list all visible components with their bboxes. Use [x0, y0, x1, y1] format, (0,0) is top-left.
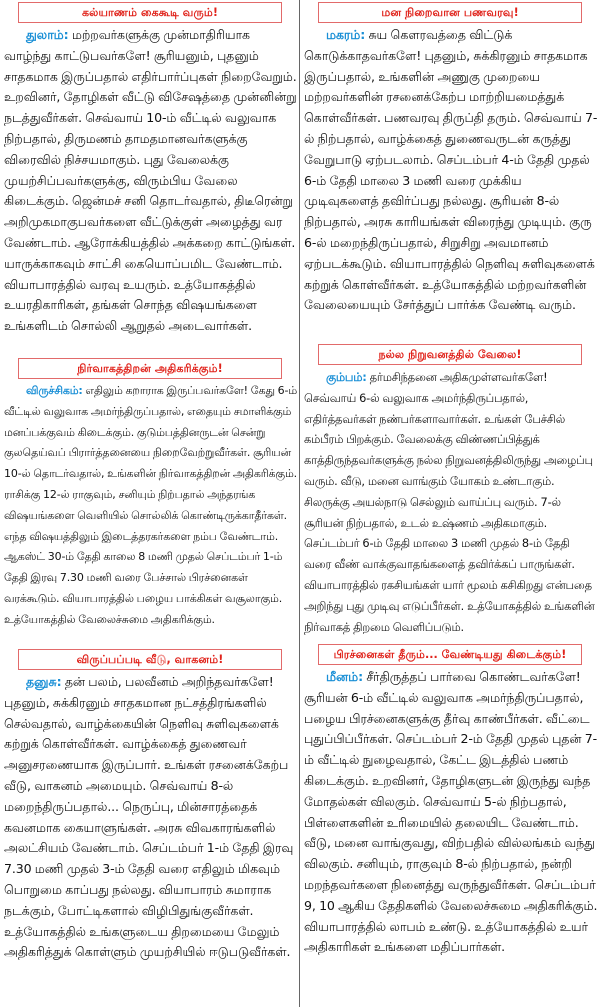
- section-heading: நிர்வாகத்திறன் அதிகரிக்கும்!: [18, 358, 282, 379]
- horoscope-section-thulam: [2, 0, 298, 353]
- column-divider: [299, 0, 300, 1007]
- horoscope-section-dhanusu: [2, 647, 298, 1006]
- section-text: தன் பலம், பலவீனம் அறிந்தவர்களே! புதனும், சுக்கிரனும் சாதகமான நட்சத்திரங்களில் செல்வதால், வாழ்க்கையின் நெளிவு சுளிவுகளைக் கற்றுக் கொள்வீர்கள். வாழ்க்கைத் துணைவர் அனுசரணையாக இருப்பார். உங்கள் ரசனைக்கேற்ப வீடு, வாகனம் அமையும். செவ்வாய் 8-ல் மறைந்திருப்பதால்... நெருப்பு, மின்சாரத்தைக் கவனமாக கையாளுங்கள். அரசு விவகாரங்களில் அலட்சியம் வேண்டாம். செப்டம்பர் 1-ம் தேதி இரவு 7.30 மணி முதல் 3-ம் தேதி வரை எதிலும் மிகவும் பொறுமை காப்பது நல்லது. வியாபாரம் சுமாராக நடக்கும், போட்டிகளால் விழிபிதுங்குவீர்கள். உத்யோகத்தில் உங்களுடைய திறமையை மேலும் அதிகரித்துக் கொள்ளும் முயற்சியில் ஈடுபடுவீர்கள்.: [4, 674, 294, 960]
- section-heading: மன நிறைவான பணவரவு!: [318, 2, 582, 23]
- section-text: எதிலும் கறாராக இருப்பவர்களே! கேது 6-ம் வீட்டில் வலுவாக அமர்ந்திருப்பதால், எதையும் சமாளிக்கும் மனப்பக்குவம் கிடைக்கும். குடும்பத்தினருடன் சென்று குலதெய்வப் பிரார்த்தனையை நிறைவேற்றுவீர்கள். சூரியன் 10-ல் தொடர்வதால், உங்களின் நிர்வாகத்திறன் அதிகரிக்கும். ராசிக்கு 12-ல் ராகுவும், சனியும் நிற்பதால் அந்தரங்க விஷயங்களை வெளியில் சொல்லிக் கொண்டிருக்காதீர்கள். எந்த விஷயத்திலும் இடைத்தரகர்களை நம்ப வேண்டாம். ஆகஸ்ட் 30-ம் தேதி காலை 8 மணி முதல் செப்டம்பர் 1-ம் தேதி இரவு 7.30 மணி வரை பேச்சால் பிரச்னைகள் வரக்கூடும். வியாபாரத்தில் பழைய பாக்கிகள் வசூலாகும். உத்யோகத்தில் வேலைச்சுமை அதிகரிக்கும்.: [4, 384, 298, 626]
- section-body: [302, 25, 598, 337]
- section-body: [2, 672, 298, 1006]
- horoscope-section-viruchigam: [2, 356, 298, 648]
- section-body: [302, 367, 598, 639]
- section-heading: பிரச்னைகள் தீரும்... வேண்டியது கிடைக்கும்!: [318, 644, 582, 665]
- zodiac-sign-label: கும்பம்:: [326, 370, 367, 384]
- section-heading: நல்ல நிறுவனத்தில் வேலை!: [318, 344, 582, 365]
- section-text: மற்றவர்களுக்கு முன்மாதிரியாக வாழ்ந்து காட்டுபவர்களே! சூரியனும், புதனும் சாதகமாக இருப்பதால் எதிர்பார்ப்புகள் நிறைவேறும். உறவினர், தோழிகள் வீட்டு விசேஷத்தை முன்னின்று நடத்துவீர்கள். செவ்வாய் 10-ம் வீட்டில் வலுவாக நிற்பதால், திருமணம் தாமதமானவர்களுக்கு விரைவில் நிச்சயமாகும். புது வேலைக்கு முயற்சிப்பவர்களுக்கு, விரும்பிய வேலை கிடைக்கும். ஜென்மச் சனி தொடர்வதால், திடீரென்று அறிமுகமாகுபவர்களை வீட்டுக்குள் அழைத்து வர வேண்டாம். ஆரோக்கியத்தில் அக்கறை காட்டுங்கள். யாருக்காகவும் சாட்சி கையொப்பமிட வேண்டாம். வியாபாரத்தில் வரவு உயரும். உத்யோகத்தில் உயரதிகாரிகள், தங்கள் சொந்த விஷயங்களை உங்களிடம் சொல்லி ஆறுதல் அடைவார்கள்.: [4, 27, 297, 334]
- section-text: சுய கௌரவத்தை விட்டுக் கொடுக்காதவர்களே! புதனும், சுக்கிரனும் சாதகமாக இருப்பதால், உங்களின் அணுகு முறையை மற்றவர்களின் ரசனைக்கேற்ப மாற்றியமைத்துக் கொள்வீர்கள். பணவரவு திருப்தி தரும். செவ்வாய் 7-ல் நிற்பதால், வாழ்க்கைத் துணைவருடன் கருத்து வேறுபாடு ஏற்படலாம். செப்டம்பர் 4-ம் தேதி முதல் 6-ம் தேதி மாலை 3 மணி வரை முக்கிய முடிவுகளைத் தவிர்ப்பது நல்லது. சூரியன் 8-ல் நிற்பதால், அரசு காரியங்கள் விரைந்து முடியும். குரு 6-ல் மறைந்திருப்பதால், சிறுசிறு அவமானம் ஏற்படக்கூடும். வியாபாரத்தில் நெளிவு சுளிவுகளைக் கற்றுக் கொள்வீர்கள். உத்யோகத்தில் மற்றவர்களின் வேலையையும் சேர்த்துப் பார்க்க வேண்டி வரும்.: [304, 27, 598, 313]
- horoscope-section-kumbam: [302, 342, 598, 639]
- section-body: [2, 381, 298, 648]
- zodiac-sign-label: மீனம்:: [326, 669, 363, 684]
- zodiac-sign-label: மகரம்:: [326, 27, 366, 42]
- horoscope-section-magaram: [302, 0, 598, 337]
- section-body: [2, 25, 298, 353]
- section-heading: கல்யாணம் கைகூடி வரும்!: [18, 2, 282, 23]
- zodiac-sign-label: துலாம்:: [26, 27, 69, 42]
- zodiac-sign-label: தனுசு:: [26, 674, 62, 689]
- section-heading: விருப்பப்படி வீடு, வாகனம்!: [18, 649, 282, 670]
- section-text: சீர்திருத்தப் பார்வை கொண்டவர்களே! சூரியன் 6-ம் வீட்டில் வலுவாக அமர்ந்திருப்பதால், பழைய பிரச்னைகளுக்கு தீர்வு காண்பீர்கள். வீட்டை புதுப்பிப்பீர்கள். செப்டம்பர் 2-ம் தேதி முதல் புதன் 7-ம் வீட்டில் நுழைவதால், கேட்ட இடத்தில் பணம் கிடைக்கும். உறவினர், தோழிகளுடன் இருந்து வந்த மோதல்கள் விலகும். செவ்வாய் 5-ல் நிற்பதால், பிள்ளைகளின் உரிமையில் தலையிட வேண்டாம். வீடு, மனை வாங்குவது, விற்பதில் வில்லங்கம் வந்து விலகும். சனியும், ராகுவும் 8-ல் நிற்பதால், நன்றி மறந்தவர்களை நினைத்து வருந்துவீர்கள். செப்டம்பர் 9, 10 ஆகிய தேதிகளில் வேலைச்சுமை அதிகரிக்கும். வியாபாரத்தில் லாபம் உண்டு. உத்யோகத்தில் உயர் அதிகாரிகள் உங்களை மதிப்பார்கள்.: [304, 669, 598, 955]
- section-body: [302, 667, 598, 1001]
- zodiac-sign-label: விருச்சிகம்:: [26, 384, 83, 397]
- horoscope-section-meenam: [302, 642, 598, 1001]
- section-text: தர்மசிந்தனை அதிகமுள்ளவர்களே! செவ்வாய் 6-ல் வலுவாக அமர்ந்திருப்பதால், எதிர்த்தவர்கள் நண்பர்களாவார்கள். உங்கள் பேச்சில் கம்பீரம் பிறக்கும். வேலைக்கு விண்ணப்பித்துக் காத்திருந்தவர்களுக்கு நல்ல நிறுவனத்திலிருந்து அழைப்பு வரும். வீடு, மனை வாங்கும் யோகம் உண்டாகும். சிலருக்கு அயல்நாடு செல்லும் வாய்ப்பு வரும். 7-ல் சூரியன் நிற்பதால், உடல் உஷ்ணம் அதிகமாகும். செப்டம்பர் 6-ம் தேதி மாலை 3 மணி முதல் 8-ம் தேதி வரை வீண் வாக்குவாதங்களைத் தவிர்க்கப் பாருங்கள். வியாபாரத்தில் ரகசியங்கள் யார் மூலம் கசிகிறது என்பதை அறிந்து புது முடிவு எடுப்பீர்கள். உத்யோகத்தில் உங்களின் நிர்வாகத் திறமை வெளிப்படும்.: [304, 370, 595, 634]
